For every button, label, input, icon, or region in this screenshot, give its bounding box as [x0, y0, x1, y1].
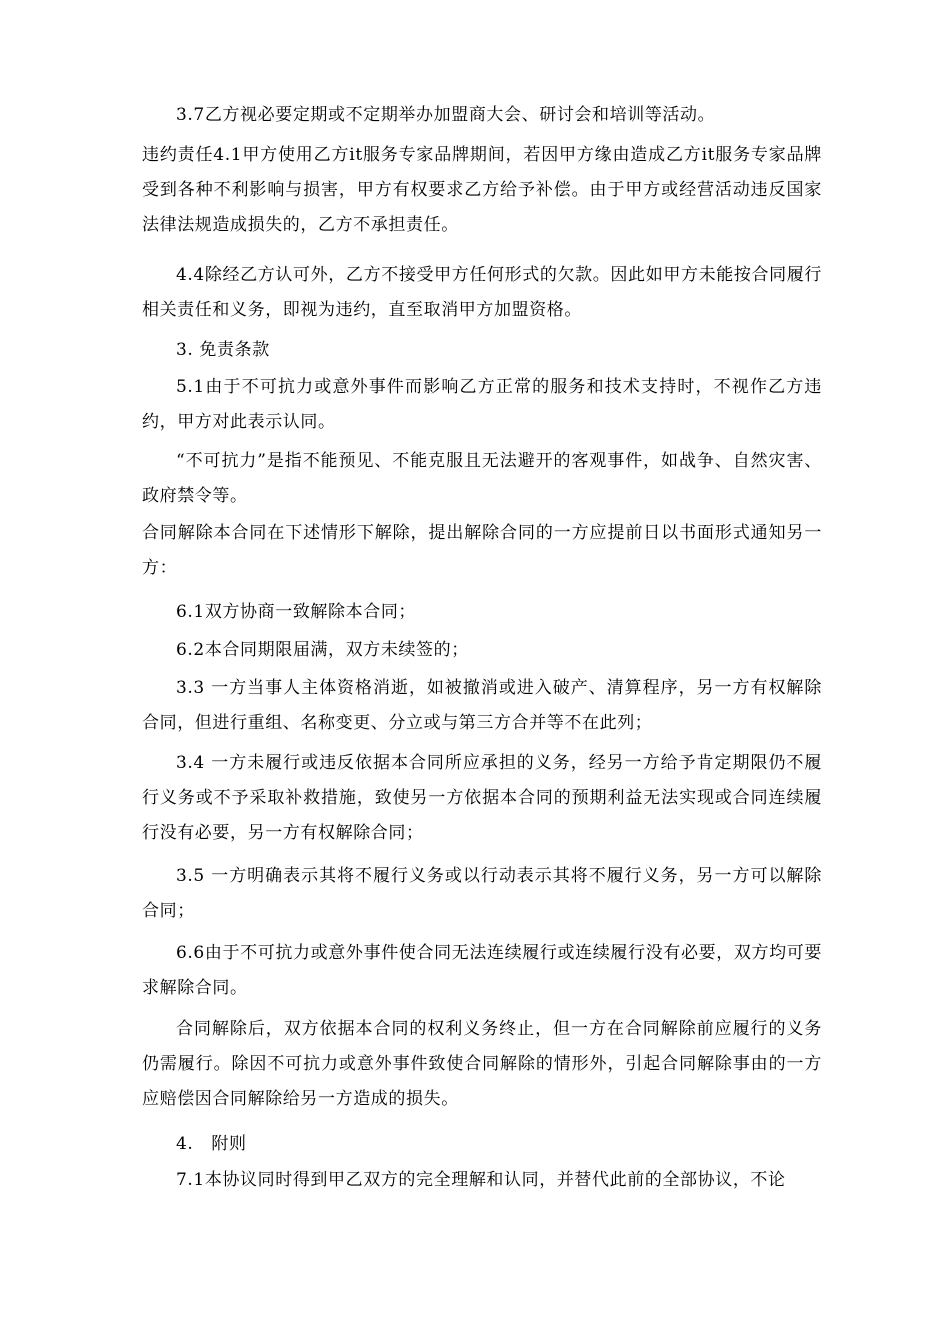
- paragraph-6-1: 6.1双方协商一致解除本合同；: [176, 602, 417, 622]
- paragraph-after-termination: 合同解除后，双方依据本合同的权利义务终止，但一方在合同解除前应履行的义务仍需履行。除因不可抗力或意外事件致使合同解除的情形外，引起合同解除事由的一方应赔偿因合同解除给另一方造成的损失。: [142, 1019, 822, 1109]
- section-heading-disclaimer: 3. 免责条款: [176, 340, 270, 360]
- paragraph-6-6: 6.6由于不可抗力或意外事件使合同无法连续履行或连续履行没有必要，双方均可要求解除合同。: [142, 943, 822, 998]
- paragraph-3-7: 3.7乙方视必要定期或不定期举办加盟商大会、研讨会和培训等活动。: [176, 105, 716, 125]
- paragraph-6-2: 6.2本合同期限届满，双方未续签的；: [176, 640, 469, 660]
- paragraph-4-4: 4.4除经乙方认可外，乙方不接受甲方任何形式的欠款。因此如甲方未能按合同履行相关责任和义务，即视为违约，直至取消甲方加盟资格。: [142, 265, 822, 320]
- paragraph-3-3: 3.3 一方当事人主体资格消逝，如被撤消或进入破产、清算程序，另一方有权解除合同，但进行重组、名称变更、分立或与第三方合并等不在此列；: [142, 678, 822, 733]
- paragraph-force-majeure: “不可抗力”是指不能预见、不能克服且无法避开的客观事件，如战争、自然灾害、政府禁令等。: [142, 451, 822, 506]
- paragraph-breach-liability: 违约责任4.1甲方使用乙方it服务专家品牌期间，若因甲方缘由造成乙方it服务专家品牌受到各种不利影响与损害，甲方有权要求乙方给予补偿。由于甲方或经营活动违反国家法律法规造成损失的，乙方不承担责任。: [142, 145, 822, 235]
- paragraph-3-5: 3.5 一方明确表示其将不履行义务或以行动表示其将不履行义务，另一方可以解除合同；: [142, 866, 822, 921]
- paragraph-termination: 合同解除本合同在下述情形下解除，提出解除合同的一方应提前日以书面形式通知另一方：: [142, 523, 822, 578]
- section-heading-supplementary: 4. 附则: [176, 1134, 247, 1154]
- paragraph-5-1: 5.1由于不可抗力或意外事件而影响乙方正常的服务和技术支持时，不视作乙方违约，甲方对此表示认同。: [142, 377, 822, 432]
- paragraph-3-4: 3.4 一方未履行或违反依据本合同所应承担的义务，经另一方给予肯定期限仍不履行义务或不予采取补救措施，致使另一方依据本合同的预期利益无法实现或合同连续履行没有必要，另一方有权解除合同；: [142, 753, 822, 843]
- paragraph-7-1: 7.1本协议同时得到甲乙双方的完全理解和认同，并替代此前的全部协议，不论: [176, 1170, 786, 1190]
